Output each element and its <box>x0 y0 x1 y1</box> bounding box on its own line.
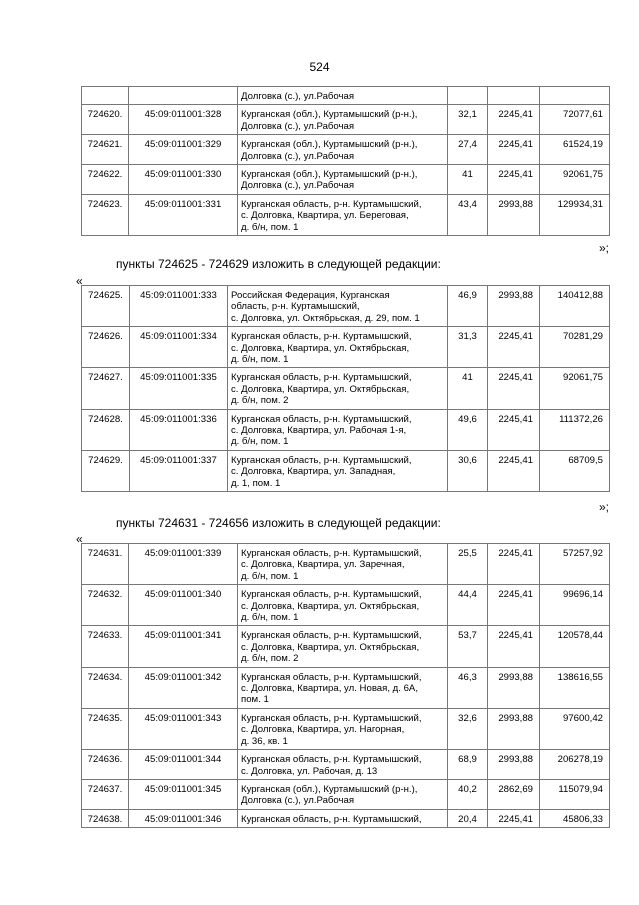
table-row <box>82 409 610 450</box>
address-line: Курганская область, р-н. Куртамышский, <box>241 712 422 724</box>
address-line: с. Долговка, Квартира, ул. Новая, д. 6А, <box>241 683 419 695</box>
address-line: д. б/н, пом. 2 <box>241 653 299 665</box>
table-row <box>82 368 610 409</box>
area-cell: 49,6 <box>448 409 488 450</box>
address-line: Курганская область, р-н. Куртамышский, <box>241 548 422 559</box>
address-line: д. б/н, пом. 1 <box>241 612 299 624</box>
table-row <box>82 708 610 749</box>
cadastral-value-cell: 97600,42 <box>540 708 610 749</box>
address-cell <box>228 409 448 450</box>
row-number-cell <box>82 87 129 105</box>
address-cell <box>238 165 448 195</box>
cadastral-number-cell <box>129 87 238 105</box>
cadastral-number-cell: 45:09:011001:331 <box>129 194 238 235</box>
area-cell: 46,9 <box>448 286 488 327</box>
area-cell: 27,4 <box>448 135 488 165</box>
page-number: 524 <box>309 60 330 74</box>
opening-quote-1: « <box>76 274 83 288</box>
address-line: Курганская (обл.), Куртамышский (р-н.), <box>241 139 418 151</box>
address-cell <box>238 544 448 585</box>
table-row <box>82 165 610 195</box>
area-cell: 20,4 <box>448 809 488 827</box>
table-row <box>82 286 610 327</box>
address-line: Долговка (с.), ул.Рабочая <box>241 91 355 102</box>
address-line: с. Долговка, Квартира, ул. Рабочая 1-я, <box>231 425 407 437</box>
unit-value-cell: 2245,41 <box>488 105 540 135</box>
address-cell <box>238 585 448 626</box>
amendment-paragraph-2: пункты 724631 - 724656 изложить в следующей редакции: <box>116 516 441 530</box>
unit-value-cell <box>488 87 540 105</box>
address-line: с. Долговка, Квартира, ул. Октябрьская, <box>241 641 420 653</box>
address-line: д. б/н, пом. 1 <box>241 570 299 582</box>
property-table-2 <box>81 285 610 492</box>
area-cell: 40,2 <box>448 779 488 809</box>
unit-value-cell: 2993,88 <box>488 194 540 235</box>
cadastral-value-cell: 68709,5 <box>540 450 610 491</box>
address-line: с. Долговка, Квартира, ул. Октябрьская, <box>231 383 410 395</box>
row-number-cell: 724633. <box>82 626 129 667</box>
unit-value-cell: 2245,41 <box>488 409 540 450</box>
cadastral-value-cell: 115079,94 <box>540 779 610 809</box>
address-line: д. 1, пом. 1 <box>231 477 281 489</box>
address-line: Курганская область, р-н. Куртамышский, <box>241 754 422 766</box>
unit-value-cell: 2245,41 <box>488 327 540 368</box>
unit-value-cell: 2993,88 <box>488 750 540 780</box>
address-line: область, р-н. Куртамышский, <box>231 301 360 313</box>
cadastral-number-cell: 45:09:011001:341 <box>129 626 238 667</box>
area-cell: 30,6 <box>448 450 488 491</box>
unit-value-cell: 2993,88 <box>488 286 540 327</box>
cadastral-number-cell: 45:09:011001:328 <box>129 105 238 135</box>
address-cell <box>228 368 448 409</box>
area-cell: 44,4 <box>448 585 488 626</box>
row-number-cell: 724625. <box>82 286 130 327</box>
address-line: д. б/н, пом. 1 <box>231 436 289 448</box>
table-row <box>82 779 610 809</box>
cadastral-value-cell: 92061,75 <box>540 368 610 409</box>
address-line: Курганская область, р-н. Куртамышский, <box>231 331 412 343</box>
closing-quote-1: »; <box>598 241 609 255</box>
table-row <box>82 105 610 135</box>
area-cell: 46,3 <box>448 667 488 708</box>
address-line: Долговка (с.), ул.Рабочая <box>241 150 355 162</box>
property-table-3 <box>81 543 610 828</box>
area-cell: 31,3 <box>448 327 488 368</box>
cadastral-number-cell: 45:09:011001:333 <box>130 286 228 327</box>
row-number-cell: 724627. <box>82 368 130 409</box>
area-cell: 25,5 <box>448 544 488 585</box>
table-row <box>82 809 610 827</box>
address-line: с. Долговка, ул. Рабочая, д. 13 <box>241 765 378 777</box>
address-line: с. Долговка, Квартира, ул. Заречная, <box>241 559 405 571</box>
address-cell <box>238 135 448 165</box>
table-row <box>82 626 610 667</box>
cadastral-number-cell: 45:09:011001:340 <box>129 585 238 626</box>
address-cell <box>238 708 448 749</box>
cadastral-value-cell: 92061,75 <box>540 165 610 195</box>
address-cell <box>238 194 448 235</box>
row-number-cell: 724637. <box>82 779 129 809</box>
address-line: д. б/н, пом. 1 <box>231 354 289 366</box>
address-line: Курганская область, р-н. Куртамышский, <box>241 198 422 210</box>
cadastral-number-cell: 45:09:011001:345 <box>129 779 238 809</box>
cadastral-value-cell: 138616,55 <box>540 667 610 708</box>
address-cell <box>238 809 448 827</box>
address-line: Курганская область, р-н. Куртамышский, <box>241 813 422 825</box>
unit-value-cell: 2245,41 <box>488 626 540 667</box>
cadastral-number-cell: 45:09:011001:337 <box>130 450 228 491</box>
address-line: Курганская область, р-н. Куртамышский, <box>241 589 422 601</box>
row-number-cell: 724632. <box>82 585 129 626</box>
address-cell <box>238 626 448 667</box>
cadastral-number-cell: 45:09:011001:344 <box>129 750 238 780</box>
address-line: д. 36, кв. 1 <box>241 735 288 747</box>
row-number-cell: 724623. <box>82 194 129 235</box>
address-line: с. Долговка, ул. Октябрьская, д. 29, пом. 1 <box>231 312 420 324</box>
address-line: Курганская (обл.), Куртамышский (р-н.), <box>241 109 418 121</box>
address-cell <box>228 286 448 327</box>
cadastral-value-cell <box>540 87 610 105</box>
amendment-paragraph-1: пункты 724625 - 724629 изложить в следующей редакции: <box>116 257 441 271</box>
address-line: д. б/н, пом. 2 <box>231 395 289 407</box>
table-row <box>82 585 610 626</box>
row-number-cell: 724634. <box>82 667 129 708</box>
address-line: с. Долговка, Квартира, ул. Западная, <box>231 466 396 478</box>
address-cell <box>238 750 448 780</box>
row-number-cell: 724628. <box>82 409 130 450</box>
area-cell: 68,9 <box>448 750 488 780</box>
property-table-1 <box>81 86 610 236</box>
address-line: д. б/н, пом. 1 <box>241 221 299 233</box>
unit-value-cell: 2245,41 <box>488 809 540 827</box>
cadastral-value-cell: 120578,44 <box>540 626 610 667</box>
unit-value-cell: 2245,41 <box>488 368 540 409</box>
cadastral-number-cell: 45:09:011001:336 <box>130 409 228 450</box>
address-cell <box>238 87 448 105</box>
table-row <box>82 544 610 585</box>
address-cell <box>238 105 448 135</box>
cadastral-value-cell: 70281,29 <box>540 327 610 368</box>
address-line: с. Долговка, Квартира, ул. Береговая, <box>241 210 409 222</box>
address-line: с. Долговка, Квартира, ул. Нагорная, <box>241 724 405 736</box>
address-line: Курганская область, р-н. Куртамышский, <box>231 413 412 425</box>
row-number-cell: 724635. <box>82 708 129 749</box>
table-row <box>82 87 610 105</box>
table-row <box>82 194 610 235</box>
cadastral-value-cell: 61524,19 <box>540 135 610 165</box>
cadastral-value-cell: 72077,61 <box>540 105 610 135</box>
address-line: Долговка (с.), ул.Рабочая <box>241 180 355 192</box>
cadastral-number-cell: 45:09:011001:343 <box>129 708 238 749</box>
area-cell: 41 <box>448 368 488 409</box>
address-cell <box>228 327 448 368</box>
cadastral-value-cell: 140412,88 <box>540 286 610 327</box>
address-cell <box>238 667 448 708</box>
area-cell: 32,1 <box>448 105 488 135</box>
cadastral-number-cell: 45:09:011001:339 <box>129 544 238 585</box>
unit-value-cell: 2245,41 <box>488 135 540 165</box>
address-line: Долговка (с.), ул.Рабочая <box>241 120 355 132</box>
row-number-cell: 724622. <box>82 165 129 195</box>
table-row <box>82 750 610 780</box>
cadastral-number-cell: 45:09:011001:335 <box>130 368 228 409</box>
row-number-cell: 724620. <box>82 105 129 135</box>
cadastral-value-cell: 111372,26 <box>540 409 610 450</box>
cadastral-value-cell: 45806,33 <box>540 809 610 827</box>
address-line: пом. 1 <box>241 694 269 706</box>
row-number-cell: 724626. <box>82 327 130 368</box>
area-cell: 41 <box>448 165 488 195</box>
cadastral-value-cell: 99696,14 <box>540 585 610 626</box>
unit-value-cell: 2245,41 <box>488 585 540 626</box>
unit-value-cell: 2245,41 <box>488 165 540 195</box>
address-cell <box>228 450 448 491</box>
address-line: с. Долговка, Квартира, ул. Октябрьская, <box>241 600 420 612</box>
address-line: Российская Федерация, Курганская <box>231 290 390 301</box>
address-cell <box>238 779 448 809</box>
address-line: Курганская (обл.), Куртамышский (р-н.), <box>241 169 418 181</box>
address-line: Долговка (с.), ул.Рабочая <box>241 795 355 807</box>
cadastral-number-cell: 45:09:011001:346 <box>129 809 238 827</box>
area-cell <box>448 87 488 105</box>
table-row <box>82 135 610 165</box>
address-line: Курганская область, р-н. Куртамышский, <box>231 454 412 466</box>
cadastral-number-cell: 45:09:011001:329 <box>129 135 238 165</box>
address-line: Курганская (обл.), Куртамышский (р-н.), <box>241 783 418 795</box>
unit-value-cell: 2245,41 <box>488 544 540 585</box>
cadastral-number-cell: 45:09:011001:330 <box>129 165 238 195</box>
row-number-cell: 724638. <box>82 809 129 827</box>
area-cell: 32,6 <box>448 708 488 749</box>
cadastral-value-cell: 129934,31 <box>540 194 610 235</box>
unit-value-cell: 2862,69 <box>488 779 540 809</box>
address-line: Курганская область, р-н. Куртамышский, <box>241 630 422 642</box>
row-number-cell: 724621. <box>82 135 129 165</box>
cadastral-number-cell: 45:09:011001:342 <box>129 667 238 708</box>
cadastral-value-cell: 206278,19 <box>540 750 610 780</box>
row-number-cell: 724631. <box>82 544 129 585</box>
closing-quote-2: »; <box>598 500 609 514</box>
unit-value-cell: 2993,88 <box>488 667 540 708</box>
address-line: с. Долговка, Квартира, ул. Октябрьская, <box>231 342 410 354</box>
address-line: Курганская область, р-н. Куртамышский, <box>241 671 422 683</box>
table-row <box>82 667 610 708</box>
table-row <box>82 450 610 491</box>
row-number-cell: 724636. <box>82 750 129 780</box>
area-cell: 53,7 <box>448 626 488 667</box>
area-cell: 43,4 <box>448 194 488 235</box>
table-row <box>82 327 610 368</box>
cadastral-number-cell: 45:09:011001:334 <box>130 327 228 368</box>
address-line: Курганская область, р-н. Куртамышский, <box>231 372 412 384</box>
row-number-cell: 724629. <box>82 450 130 491</box>
cadastral-value-cell: 57257,92 <box>540 544 610 585</box>
opening-quote-2: « <box>76 532 83 546</box>
unit-value-cell: 2245,41 <box>488 450 540 491</box>
unit-value-cell: 2993,88 <box>488 708 540 749</box>
